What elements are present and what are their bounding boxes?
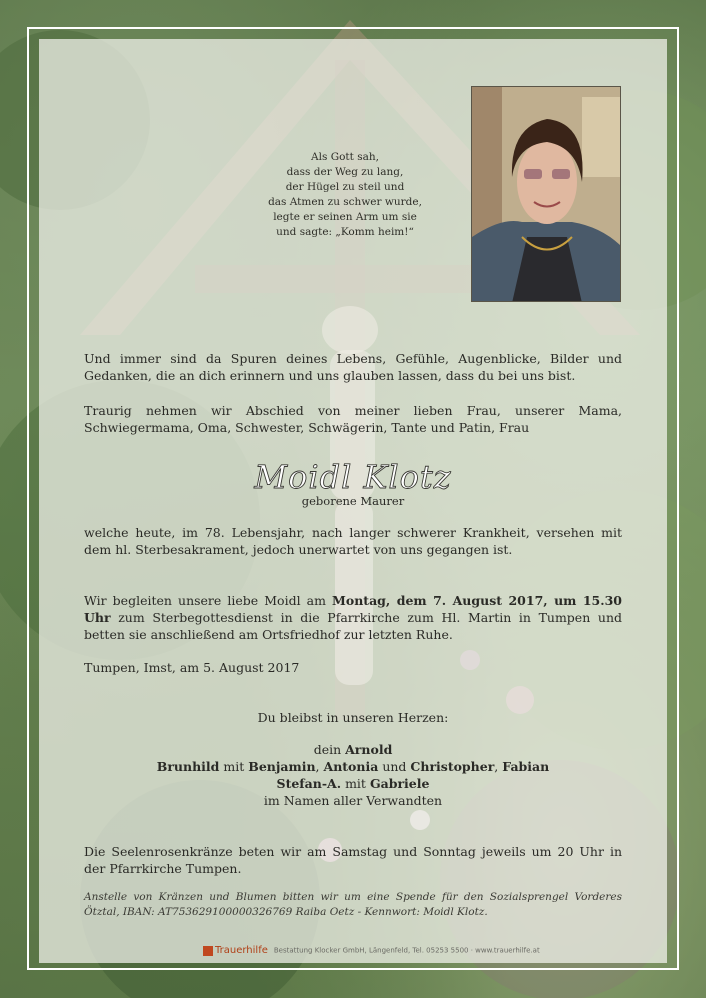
mourner-line: [84, 741, 622, 759]
mourner-name: Brunhild: [156, 759, 220, 774]
trauerhilfe-logo-icon: [203, 946, 213, 956]
mourner-text: mit: [341, 776, 370, 791]
portrait-photo: [471, 86, 621, 302]
maiden-name: geborene Maurer: [301, 494, 405, 508]
mourner-line: [84, 758, 622, 776]
epigraph-quote: [250, 150, 440, 240]
mourner-name: Antonia: [323, 759, 379, 774]
donation-note: Anstelle von Kränzen und Blumen bitten wir um eine Spende für den Sozialsprengel Vorderes Ötztal, IBAN: AT753629100000326769 Raiba Oetz - Kennwort: Moidl Klotz.: [84, 891, 622, 918]
memory-paragraph: Und immer sind da Spuren deines Lebens, Gefühle, Augenblicke, Bilder und Gedanken, die an dich erinnern und uns glauben lassen, dass du bei uns bist.: [84, 351, 622, 383]
mourner-name: Fabian: [502, 759, 550, 774]
quote-line: legte er seinen Arm um sie: [273, 211, 417, 223]
death-paragraph: welche heute, im 78. Lebensjahr, nach langer schwerer Krankheit, versehen mit dem hl. Sterbesakrament, jedoch unerwartet von uns gegangen ist.: [84, 525, 622, 557]
funeral-text: zum Sterbegottesdienst in die Pfarrkirche zum Hl. Martin in Tumpen und betten sie anschließend am Ortsfriedhof zur letzten Ruhe.: [84, 610, 622, 642]
mourner-text: dein: [313, 742, 346, 757]
funeral-date: Montag, dem 7. August 2017, um 15.30 Uhr: [84, 593, 622, 625]
mourner-name: Gabriele: [369, 776, 430, 791]
mourner-line: im Namen aller Verwandten: [263, 793, 443, 808]
funeral-text: Wir begleiten unsere liebe Moidl am: [84, 593, 333, 608]
rosary-paragraph: Die Seelenrosenkränze beten wir am Samstag und Sonntag jeweils um 20 Uhr in der Pfarrkirche Tumpen.: [84, 844, 622, 876]
farewell-paragraph: Traurig nehmen wir Abschied von meiner lieben Frau, unserer Mama, Schwiegermama, Oma, Schwester, Schwägerin, Tante und Patin, Frau: [84, 403, 622, 435]
mourner-text: ,: [494, 759, 503, 774]
heart-line: Du bleibst in unseren Herzen:: [257, 710, 449, 725]
footer: [203, 945, 540, 959]
mourner-text: ,: [315, 759, 324, 774]
quote-line: und sagte: „Komm heim!“: [276, 226, 414, 238]
mourner-text: mit: [219, 759, 249, 774]
footer-brand: Trauerhilfe: [215, 945, 268, 956]
quote-line: das Atmen zu schwer wurde,: [268, 196, 422, 208]
place-date: Tumpen, Imst, am 5. August 2017: [84, 660, 300, 675]
mourner-name: Christopher: [410, 759, 495, 774]
quote-line: dass der Weg zu lang,: [286, 166, 404, 178]
mourner-name: Stefan-A.: [276, 776, 342, 791]
funeral-paragraph: [84, 592, 622, 643]
mourner-line: [84, 775, 622, 793]
quote-line: Als Gott sah,: [311, 151, 379, 163]
quote-line: der Hügel zu steil und: [285, 181, 405, 193]
mourner-name: Benjamin: [248, 759, 316, 774]
mourner-text: und: [378, 759, 411, 774]
mourner-name: Arnold: [345, 742, 393, 757]
deceased-name: Moidl Klotz: [254, 458, 452, 496]
footer-info: Bestattung Klocker GmbH, Längenfeld, Tel. 05253 5500 · www.trauerhilfe.at: [273, 946, 540, 955]
